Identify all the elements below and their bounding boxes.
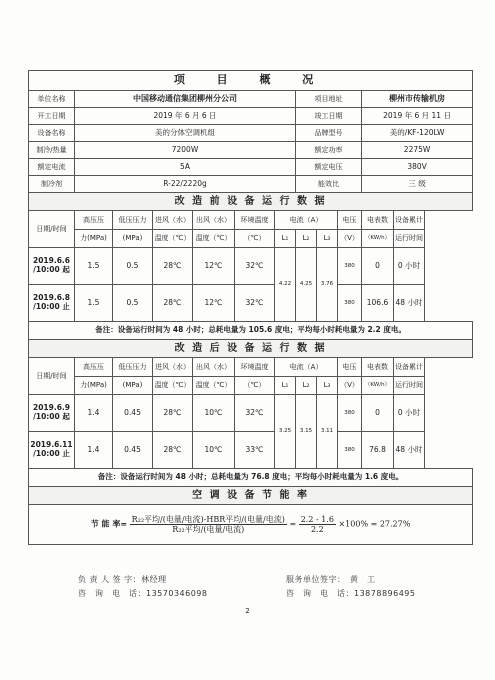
header-voltage-a: 电压 <box>338 358 362 377</box>
cell-inlet-temp: 28℃ <box>153 395 193 432</box>
header-inlet-temp-a: 进风（水） <box>153 211 193 230</box>
rated-power-value: 2275W <box>362 142 473 159</box>
cell-inlet-temp: 28℃ <box>153 432 193 469</box>
cell-meter: 106.6 <box>362 285 394 322</box>
header-l3: L₃ <box>317 230 338 248</box>
header-low-pressure-a: 低压压力 <box>113 358 153 377</box>
label-equipment-name: 设备名称 <box>29 125 75 142</box>
cell-env-temp: 32℃ <box>235 248 275 285</box>
header-current: 电流（A） <box>275 358 338 377</box>
cell-high-pressure: 1.4 <box>75 395 113 432</box>
header-low-pressure-b: (MPa) <box>113 230 153 248</box>
cell-low-pressure: 0.5 <box>113 248 153 285</box>
formula-denominator: R₂₂平均/(电量/电流) <box>172 525 245 534</box>
cell-voltage: 380 <box>338 432 362 469</box>
label-project-address: 项目地址 <box>296 91 362 108</box>
cell-high-pressure: 1.5 <box>75 248 113 285</box>
rated-voltage-value: 380V <box>362 159 473 176</box>
cell-inlet-temp: 28℃ <box>153 248 193 285</box>
label-rated-current: 额定电流 <box>29 159 75 176</box>
cell-voltage: 380 <box>338 285 362 322</box>
header-voltage-b: （V） <box>338 230 362 248</box>
before-section-title: 改 造 前 设 备 运 行 数 据 <box>29 193 473 211</box>
brand-model-value: 美的/KF-120LW <box>362 125 473 142</box>
header-high-pressure-a: 高压压 <box>75 358 113 377</box>
header-outlet-temp-a: 出风（水） <box>193 211 235 230</box>
saving-value-fraction <box>299 515 336 534</box>
label-rated-voltage: 额定电压 <box>296 159 362 176</box>
project-address-value: 柳州市传输机房 <box>362 91 473 108</box>
formula-numerator: R₂₂平均/(电量/电流)-HBR平均/(电量/电流) <box>131 514 285 524</box>
header-meter-a: 电表数 <box>362 358 394 377</box>
service-signature: 服务单位签字： 黄 工 <box>286 575 376 584</box>
header-outlet-temp-b: 温度（℃） <box>193 230 235 248</box>
header-high-pressure-b: 力(MPa) <box>75 377 113 395</box>
date-line-1: 2019.6.8 <box>32 293 70 303</box>
header-env-temp-a: 环境温度 <box>235 211 275 230</box>
header-l1: L₁ <box>275 377 296 395</box>
before-note: 备注：设备运行时间为 48 小时；总耗电量为 105.6 度电；平均每小时耗电量为 2.2 度电。 <box>29 322 473 340</box>
header-env-temp-a: 环境温度 <box>235 358 275 377</box>
header-current: 电流（A） <box>275 211 338 230</box>
header-high-pressure-a: 高压压 <box>75 211 113 230</box>
cell-low-pressure: 0.45 <box>113 395 153 432</box>
header-env-temp-b: （℃） <box>235 377 275 395</box>
service-phone: 咨 询 电 话：13878896495 <box>286 589 416 598</box>
label-rated-power: 额定功率 <box>296 142 362 159</box>
label-unit-name: 单位名称 <box>29 91 75 108</box>
cell-accum: 48 小时 <box>394 432 425 469</box>
responsible-signature: 负 责 人 签 字：林经理 <box>78 575 167 584</box>
cell-accum: 0 小时 <box>394 248 425 285</box>
page-number: 2 <box>245 607 250 615</box>
header-meter-a: 电表数 <box>362 211 394 230</box>
saving-label: 节 能 率= <box>90 519 128 529</box>
rated-current-value: 5A <box>75 159 296 176</box>
cell-accum: 48 小时 <box>394 285 425 322</box>
header-low-pressure-a: 低压压力 <box>113 211 153 230</box>
header-accum-b: 运行时间 <box>394 230 425 248</box>
start-date-value: 2019 年 6 月 6 日 <box>75 108 296 125</box>
overview-title: 项 目 概 况 <box>29 71 473 91</box>
label-end-date: 竣工日期 <box>296 108 362 125</box>
saving-formula <box>29 505 473 545</box>
header-outlet-temp-b: 温度（℃） <box>193 377 235 395</box>
header-inlet-temp-b: 温度（℃） <box>153 230 193 248</box>
after-note: 备注：设备运行时间为 48 小时；总耗电量为 76.8 度电；平均每小时耗电量为 1.6 度电。 <box>29 469 473 487</box>
value-numerator: 2.2 - 1.6 <box>300 514 334 524</box>
header-accum-a: 设备累计 <box>394 211 425 230</box>
cell-high-pressure: 1.4 <box>75 432 113 469</box>
header-l2: L₂ <box>296 230 317 248</box>
cell-env-temp: 33℃ <box>235 432 275 469</box>
cell-current-l3: 3.76 <box>317 248 338 322</box>
cell-outlet-temp: 10℃ <box>193 395 235 432</box>
header-meter-b: （KW/h） <box>362 377 394 395</box>
date-line-2: /10:00 起 <box>33 412 70 421</box>
header-l1: L₁ <box>275 230 296 248</box>
header-env-temp-b: （℃） <box>235 230 275 248</box>
equals-sign: = <box>289 519 297 529</box>
unit-name-value: 中国移动通信集团柳州分公司 <box>75 91 296 108</box>
cell-voltage: 380 <box>338 248 362 285</box>
after-section-title: 改 造 后 设 备 运 行 数 据 <box>29 340 473 358</box>
date-line-1: 2019.6.6 <box>32 256 70 266</box>
header-l3: L₃ <box>317 377 338 395</box>
header-date: 日期/时间 <box>29 358 75 395</box>
table-row <box>29 395 473 432</box>
date-line-1: 2019.6.9 <box>32 403 70 413</box>
refrigerant-value: R-22/2220g <box>75 176 296 193</box>
date-line-1: 2019.6.11 <box>30 440 73 450</box>
cell-meter: 76.8 <box>362 432 394 469</box>
cell-low-pressure: 0.45 <box>113 432 153 469</box>
value-denominator: 2.2 <box>310 525 324 534</box>
label-efficiency: 能效比 <box>296 176 362 193</box>
label-brand-model: 品牌型号 <box>296 125 362 142</box>
header-accum-b: 运行时间 <box>394 377 425 395</box>
cell-high-pressure: 1.5 <box>75 285 113 322</box>
cell-env-temp: 32℃ <box>235 395 275 432</box>
date-line-2: /10:00 起 <box>33 265 70 274</box>
saving-section-title: 空 调 设 备 节 能 率 <box>29 487 473 505</box>
header-high-pressure-b: 力(MPa) <box>75 230 113 248</box>
table-row <box>29 285 473 322</box>
header-voltage-a: 电压 <box>338 211 362 230</box>
header-inlet-temp-b: 温度（℃） <box>153 377 193 395</box>
cell-meter: 0 <box>362 248 394 285</box>
cell-outlet-temp: 12℃ <box>193 285 235 322</box>
cell-low-pressure: 0.5 <box>113 285 153 322</box>
equipment-name-value: 美的分体空调机组 <box>75 125 296 142</box>
header-low-pressure-b: (MPa) <box>113 377 153 395</box>
header-l2: L₂ <box>296 377 317 395</box>
header-outlet-temp-a: 出风（水） <box>193 358 235 377</box>
cell-current-l1: 4.22 <box>275 248 296 322</box>
efficiency-value: 三 级 <box>362 176 473 193</box>
cell-meter: 0 <box>362 395 394 432</box>
end-date-value: 2019 年 6 月 11 日 <box>362 108 473 125</box>
saving-result: ×100% = 27.27% <box>338 519 411 529</box>
table-row <box>29 248 473 285</box>
responsible-phone: 咨 询 电 话：13570346098 <box>78 589 208 598</box>
cell-voltage: 380 <box>338 395 362 432</box>
cell-outlet-temp: 12℃ <box>193 248 235 285</box>
date-line-2: /10:00 止 <box>33 302 70 311</box>
saving-formula-fraction <box>130 515 287 534</box>
label-refrigerant: 制冷剂 <box>29 176 75 193</box>
cell-outlet-temp: 10℃ <box>193 432 235 469</box>
label-cooling-heat: 制冷/热量 <box>29 142 75 159</box>
header-voltage-b: （V） <box>338 377 362 395</box>
date-line-2: /10:00 止 <box>33 449 70 458</box>
cell-current-l2: 3.15 <box>296 395 317 469</box>
label-start-date: 开工日期 <box>29 108 75 125</box>
cell-inlet-temp: 28℃ <box>153 285 193 322</box>
cell-env-temp: 32℃ <box>235 285 275 322</box>
cell-current-l1: 3.25 <box>275 395 296 469</box>
header-accum-a: 设备累计 <box>394 358 425 377</box>
cooling-heat-value: 7200W <box>75 142 296 159</box>
header-meter-b: （KW/h） <box>362 230 394 248</box>
header-inlet-temp-a: 进风（水） <box>153 358 193 377</box>
table-row <box>29 432 473 469</box>
cell-current-l2: 4.25 <box>296 248 317 322</box>
cell-current-l3: 3.11 <box>317 395 338 469</box>
report-table <box>28 70 473 545</box>
header-date: 日期/时间 <box>29 211 75 248</box>
cell-accum: 0 小时 <box>394 395 425 432</box>
